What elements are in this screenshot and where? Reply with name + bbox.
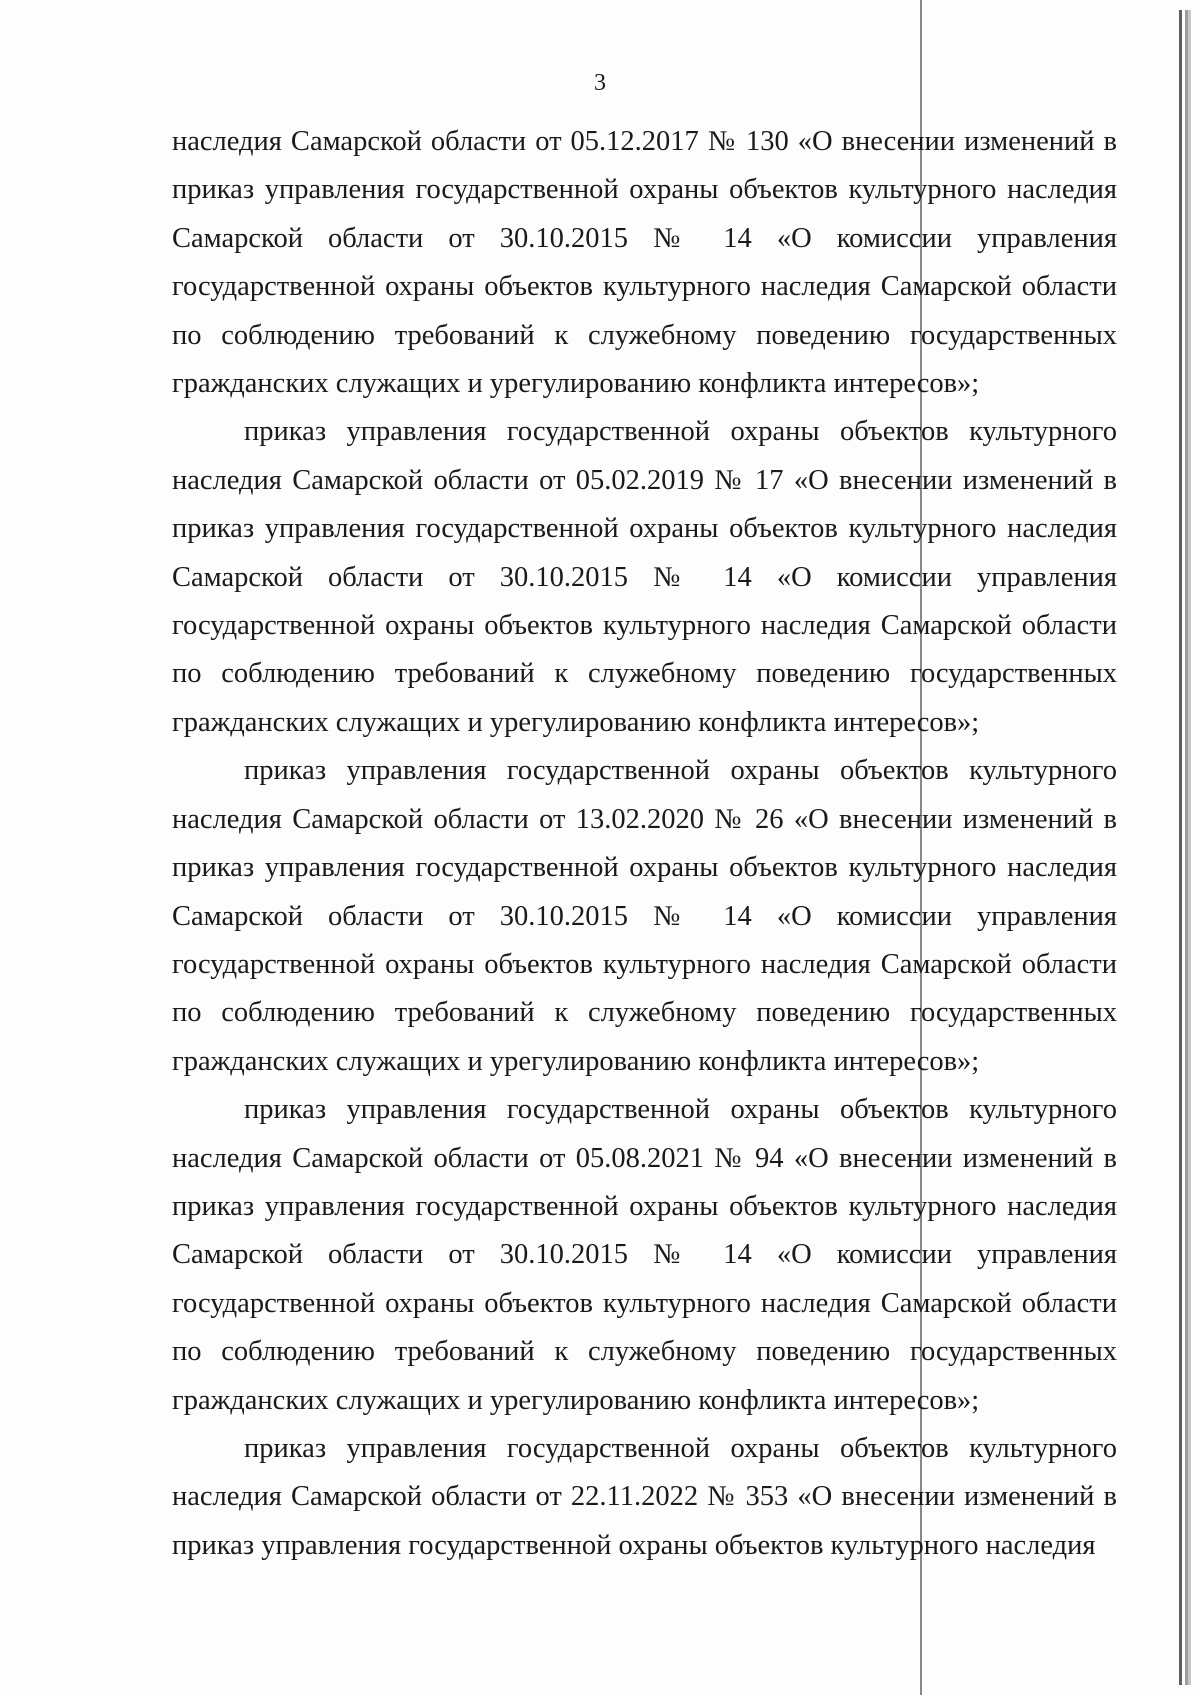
scan-artifact-edge <box>1179 10 1182 1685</box>
document-body <box>172 118 1117 1570</box>
paragraph-1: наследия Самарской области от 05.12.2017 № 130 «О внесении изменений в приказ управления государственной охраны объектов культурного наследия Самарской области от 30.10.2015 № 14 «О комиссии управления государственной охраны объектов культурного наследия Самарской области по соблюдению требований к служебному поведению государственных гражданских служащих и урегулированию конфликта интересов»; <box>172 126 1117 400</box>
paragraph-3: приказ управления государственной охраны объектов культурного наследия Самарской области от 13.02.2020 № 26 «О внесении изменений в приказ управления государственной охраны объектов культурного наследия Самарской области от 30.10.2015 № 14 «О комиссии управления государственной охраны объектов культурного наследия Самарской области по соблюдению требований к служебному поведению государственных гражданских служащих и урегулированию конфликта интересов»; <box>172 755 1117 1077</box>
paragraph-2: приказ управления государственной охраны объектов культурного наследия Самарской области от 05.02.2019 № 17 «О внесении изменений в приказ управления государственной охраны объектов культурного наследия Самарской области от 30.10.2015 № 14 «О комиссии управления государственной охраны объектов культурного наследия Самарской области по соблюдению требований к служебному поведению государственных гражданских служащих и урегулированию конфликта интересов»; <box>172 416 1117 738</box>
paragraph-5: приказ управления государственной охраны объектов культурного наследия Самарской области от 22.11.2022 № 353 «О внесении изменений в приказ управления государственной охраны объектов культурного наследия <box>172 1432 1117 1561</box>
paragraph-4: приказ управления государственной охраны объектов культурного наследия Самарской области от 05.08.2021 № 94 «О внесении изменений в приказ управления государственной охраны объектов культурного наследия Самарской области от 30.10.2015 № 14 «О комиссии управления государственной охраны объектов культурного наследия Самарской области по соблюдению требований к служебному поведению государственных гражданских служащих и урегулированию конфликта интересов»; <box>172 1094 1117 1416</box>
page-number: 3 <box>594 70 606 96</box>
